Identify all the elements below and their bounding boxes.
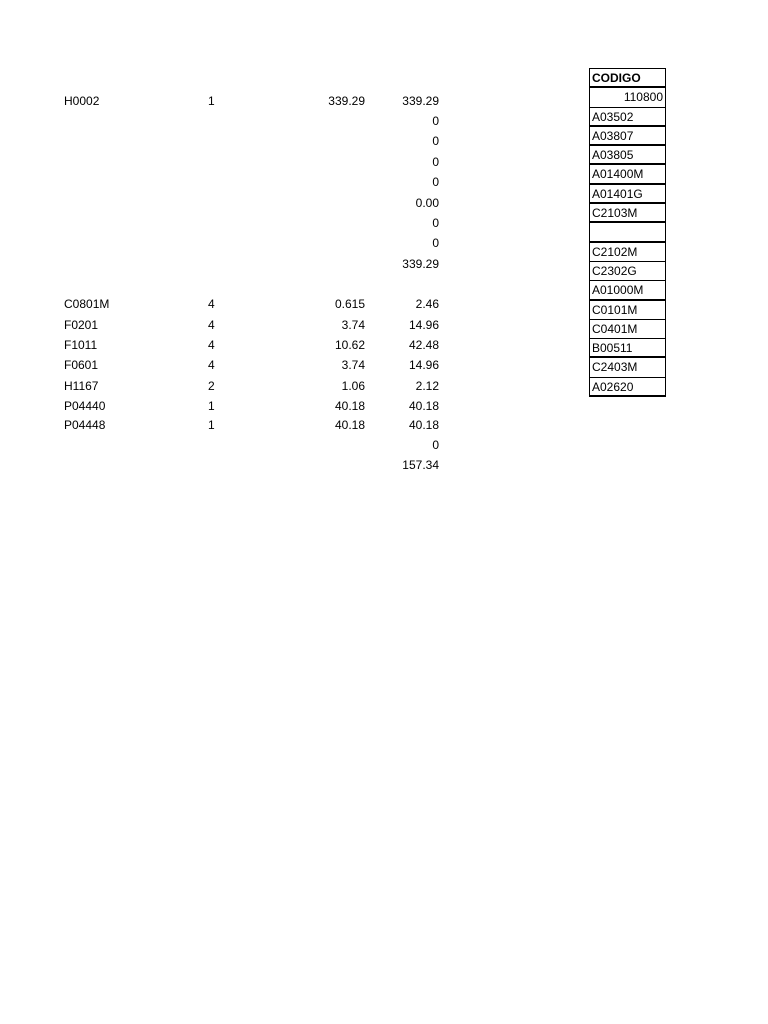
item-qty: 4 [208, 297, 215, 311]
codigo-cell: C2302G [590, 262, 665, 281]
codigo-cell: A01000M [590, 281, 665, 300]
item-price: 0.615 [334, 297, 365, 311]
total-value: 0 [432, 155, 439, 169]
item-code: F0601 [64, 358, 99, 372]
item-code: P04440 [64, 399, 106, 413]
item-price: 40.18 [334, 418, 365, 432]
codigo-cell: A03807 [590, 127, 665, 146]
item-qty: 4 [208, 318, 215, 332]
subtotal-value: 157.34 [402, 458, 439, 472]
item-code: H1167 [64, 379, 99, 393]
total-value: 0 [432, 134, 439, 148]
item-price: 3.74 [341, 318, 365, 332]
codigo-cell: A02620 [590, 378, 665, 397]
item-qty: 4 [208, 338, 215, 352]
item-code: H0002 [64, 94, 100, 108]
codigo-cell: C2103M [590, 204, 665, 223]
item-price: 10.62 [334, 338, 365, 352]
item-qty: 4 [208, 358, 215, 372]
codigo-cell: A03502 [590, 108, 665, 127]
item-total: 14.96 [408, 358, 439, 372]
codigo-cell: A01401G [590, 185, 665, 204]
item-total: 339.29 [402, 94, 439, 108]
total-value: 0 [432, 236, 439, 250]
item-qty: 1 [208, 94, 215, 108]
codigo-cell: C2403M [590, 358, 665, 377]
codigo-cell: A01400M [590, 165, 665, 184]
item-price: 40.18 [334, 399, 365, 413]
item-qty: 2 [208, 379, 215, 393]
codigo-cell-empty [590, 223, 665, 242]
codigo-table [589, 68, 666, 397]
total-value: 0 [432, 175, 439, 189]
codigo-cell: 110800 [590, 88, 665, 107]
item-code: F1011 [64, 338, 98, 352]
item-price: 339.29 [328, 94, 365, 108]
item-total: 42.48 [408, 338, 439, 352]
codigo-cell: B00511 [590, 339, 665, 358]
codigo-cell: C0401M [590, 320, 665, 339]
item-price: 1.06 [341, 379, 365, 393]
item-price: 3.74 [341, 358, 365, 372]
codigo-cell: C2102M [590, 243, 665, 262]
subtotal-value: 339.29 [402, 257, 439, 271]
codigo-header: CODIGO [590, 69, 665, 88]
item-total: 40.18 [408, 418, 439, 432]
total-value: 0.00 [415, 196, 439, 210]
item-total: 40.18 [408, 399, 439, 413]
total-value: 0 [432, 114, 439, 128]
item-qty: 1 [208, 418, 215, 432]
codigo-cell: A03805 [590, 146, 665, 165]
item-total: 2.46 [415, 297, 439, 311]
total-value: 0 [432, 216, 439, 230]
codigo-cell: C0101M [590, 301, 665, 320]
item-qty: 1 [208, 399, 215, 413]
total-value: 0 [432, 438, 439, 452]
item-total: 14.96 [408, 318, 439, 332]
item-code: F0201 [64, 318, 99, 332]
item-total: 2.12 [415, 379, 439, 393]
item-code: P04448 [64, 418, 106, 432]
item-code: C0801M [64, 297, 110, 311]
